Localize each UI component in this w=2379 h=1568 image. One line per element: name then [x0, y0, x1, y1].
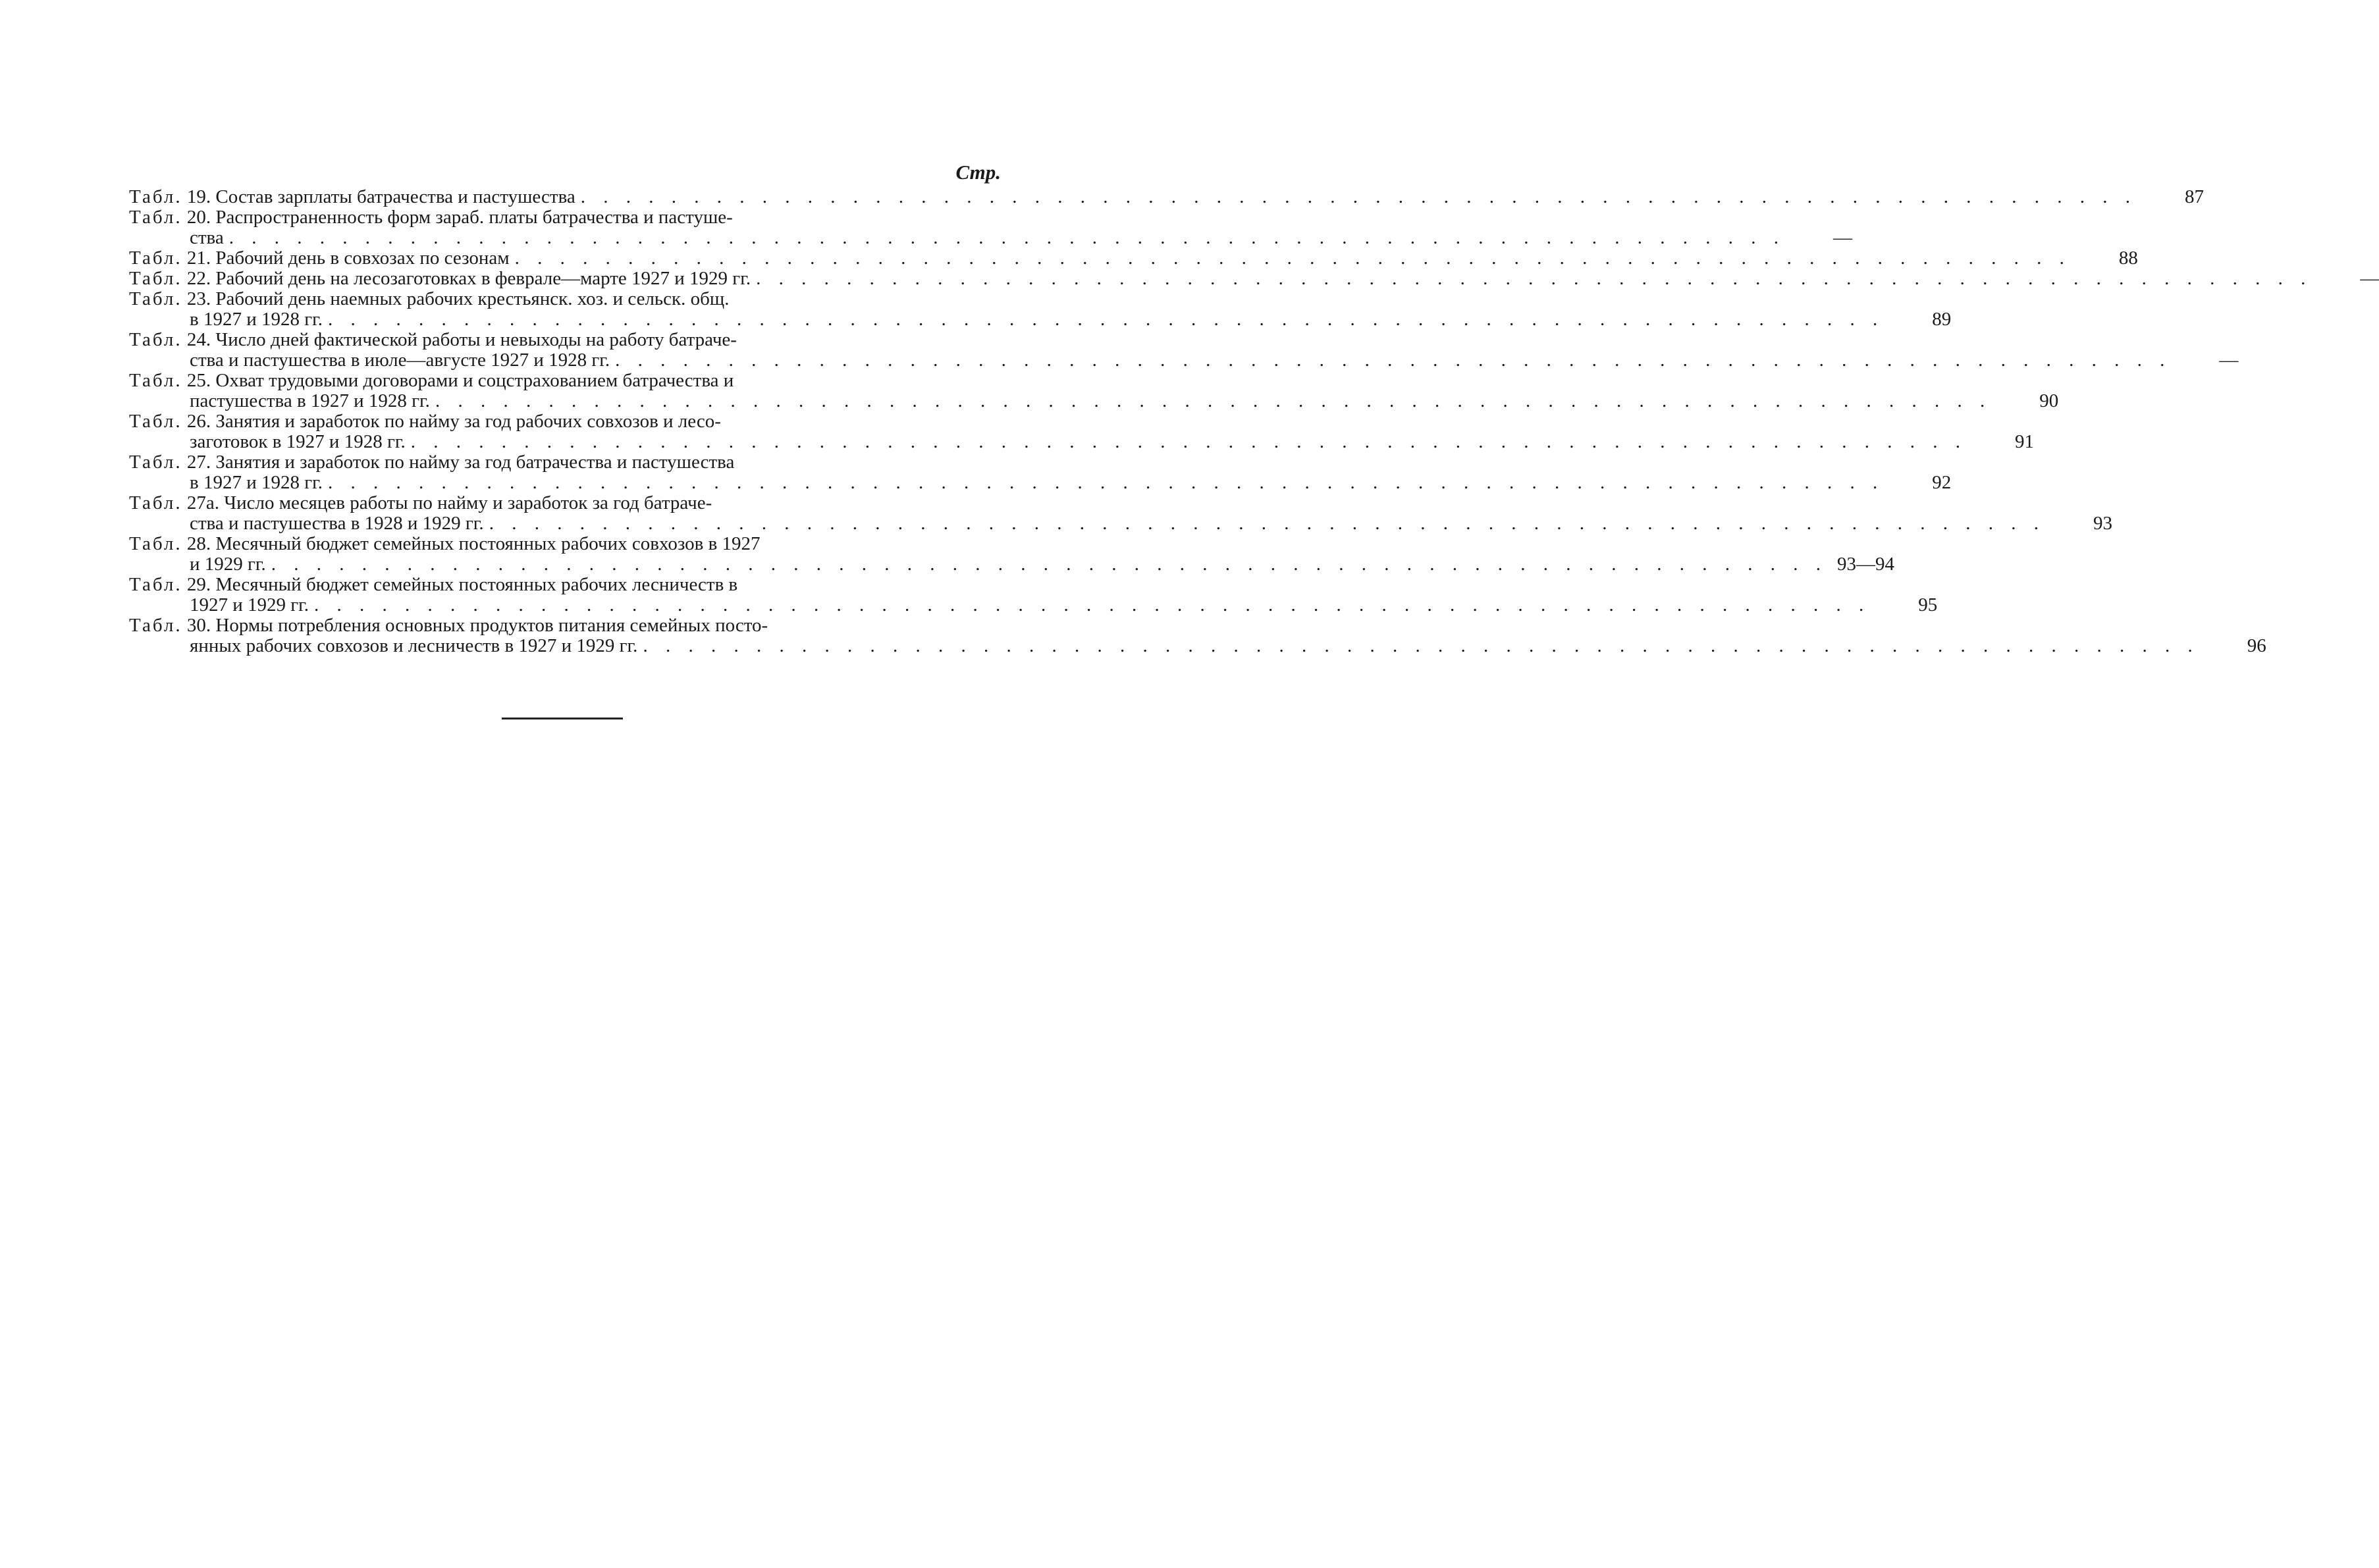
page-number: 92	[1932, 472, 1952, 493]
toc-entry-first-line	[129, 411, 1001, 432]
dot-leader: . . . . . . . . . . . . . . . . . . . . . . . . . . . . . . . . . . . . . . . . . . . . . . . . . . . . . . . . . . . . . . . . . . . . .	[271, 554, 1828, 575]
toc-entry-first-line	[129, 615, 1001, 636]
section-divider	[502, 718, 623, 719]
dot-leader: . . . . . . . . . . . . . . . . . . . . . . . . . . . . . . . . . . . . . . . . . . . . . . . . . . . . . . . . . . . . . . . . . . . . .	[410, 431, 1967, 452]
table-number: 27.	[182, 452, 216, 473]
table-number: 26.	[182, 411, 216, 432]
toc-entry	[129, 329, 2239, 371]
table-label: Табл.	[129, 370, 182, 391]
entry-title-text: Рабочий день наемных рабочих крестьянск. хоз. и сельск. общ.	[215, 288, 730, 309]
entry-title-text: Состав зарплаты батрачества и пастушества	[215, 186, 575, 207]
toc-entry-continuation	[129, 227, 1852, 248]
table-number: 21.	[182, 248, 216, 269]
entry-title-text: 1927 и 1929 гг.	[190, 594, 309, 615]
table-label: Табл.	[129, 207, 182, 228]
dot-leader: . . . . . . . . . . . . . . . . . . . . . . . . . . . . . . . . . . . . . . . . . . . . . . . . . . . . . . . . . . . . . . . . . . . . .	[327, 472, 1884, 493]
table-label: Табл.	[129, 533, 182, 554]
table-number: 28.	[182, 533, 216, 554]
entry-title-text: пастушества в 1927 и 1928 гг.	[190, 390, 430, 411]
table-label: Табл.	[129, 492, 182, 513]
entry-title-text: Число дней фактической работы и невыходы на работу батраче-	[215, 329, 737, 350]
toc-entry-continuation	[129, 431, 2034, 452]
table-number: 23.	[182, 288, 216, 309]
entry-title-text: заготовок в 1927 и 1928 гг.	[190, 431, 406, 452]
entry-title-text: Занятия и заработок по найму за год батрачества и пастушества	[215, 452, 735, 473]
toc-entry-first-line	[129, 186, 2204, 207]
entry-title-text: Месячный бюджет семейных постоянных рабочих совхозов в 1927	[215, 533, 761, 554]
toc-entry-first-line	[129, 207, 1001, 228]
entry-title-text: Месячный бюджет семейных постоянных рабочих лесничеств в	[215, 574, 738, 595]
toc-entry-continuation	[129, 309, 1952, 330]
page-number: 90	[2039, 390, 2059, 411]
page-number: 93—94	[1837, 554, 1895, 575]
page-number: 89	[1932, 309, 1952, 330]
toc-entry	[129, 288, 1952, 330]
table-number: 20.	[182, 207, 216, 228]
toc-entry-continuation	[129, 472, 1952, 493]
toc-entries	[129, 186, 2379, 656]
toc-entry-continuation	[129, 554, 1895, 575]
toc-entry-first-line	[129, 452, 1001, 473]
toc-entry	[129, 615, 2266, 656]
dot-leader: . . . . . . . . . . . . . . . . . . . . . . . . . . . . . . . . . . . . . . . . . . . . . . . . . . . . . . . . . . . . . . . . . . . . .	[580, 186, 2137, 207]
toc-entry-first-line	[129, 330, 1001, 350]
dot-leader: . . . . . . . . . . . . . . . . . . . . . . . . . . . . . . . . . . . . . . . . . . . . . . . . . . . . . . . . . . . . . . . . . . . . .	[514, 248, 2071, 269]
entry-title-text: в 1927 и 1928 гг.	[190, 472, 323, 493]
entry-title-text: ства и пастушества в июле—августе 1927 и 1928 гг.	[190, 350, 610, 371]
dot-leader: . . . . . . . . . . . . . . . . . . . . . . . . . . . . . . . . . . . . . . . . . . . . . . . . . . . . . . . . . . . . . . . . . . . . .	[228, 227, 1785, 248]
entry-title-text: янных рабочих совхозов и лесничеств в 1927 и 1929 гг.	[190, 635, 638, 656]
dot-leader: . . . . . . . . . . . . . . . . . . . . . . . . . . . . . . . . . . . . . . . . . . . . . . . . . . . . . . . . . . . . . . . . . . . . .	[615, 350, 2172, 371]
table-of-contents	[129, 158, 2379, 656]
toc-entry	[129, 411, 2034, 452]
table-label: Табл.	[129, 615, 182, 636]
entry-title-text: и 1929 гг.	[190, 554, 266, 575]
toc-entry	[129, 207, 1852, 248]
entry-title-text: Нормы потребления основных продуктов питания семейных посто-	[215, 615, 768, 636]
entry-title-text: Занятия и заработок по найму за год рабочих совхозов и лесо-	[215, 411, 721, 432]
table-label: Табл.	[129, 411, 182, 432]
toc-entry	[129, 248, 2138, 269]
table-number: 19.	[182, 186, 216, 207]
table-label: Табл.	[129, 288, 182, 309]
page-number: 91	[2014, 431, 2034, 452]
toc-entry	[129, 492, 2112, 534]
toc-entry-continuation	[129, 350, 2239, 371]
dot-leader: . . . . . . . . . . . . . . . . . . . . . . . . . . . . . . . . . . . . . . . . . . . . . . . . . . . . . . . . . . . . . . . . . . . . .	[327, 309, 1884, 330]
toc-entry-first-line	[129, 575, 1001, 595]
entry-title-text: Рабочий день в совхозах по сезонам	[215, 248, 510, 269]
page-number: —	[1832, 227, 1852, 248]
entry-title-text: в 1927 и 1928 гг.	[190, 309, 323, 330]
page-number: —	[2360, 268, 2379, 289]
toc-entry-continuation	[129, 635, 2266, 656]
dot-leader: . . . . . . . . . . . . . . . . . . . . . . . . . . . . . . . . . . . . . . . . . . . . . . . . . . . . . . . . . . . . . . . . . . . . .	[643, 635, 2199, 656]
table-label: Табл.	[129, 268, 182, 289]
toc-entry-first-line	[129, 248, 2138, 269]
dot-leader: . . . . . . . . . . . . . . . . . . . . . . . . . . . . . . . . . . . . . . . . . . . . . . . . . . . . . . . . . . . . . . . . . . . . .	[489, 513, 2045, 534]
toc-entry-first-line	[129, 268, 2379, 289]
page-number: —	[2219, 350, 2239, 371]
toc-entry-continuation	[129, 594, 1938, 615]
toc-entry-continuation	[129, 513, 2112, 534]
page-number: 93	[2093, 513, 2112, 534]
entry-title-text: Распространенность форм зараб. платы батрачества и пастуше-	[215, 207, 733, 228]
toc-entry	[129, 574, 1938, 615]
entry-title-text: Рабочий день на лесозаготовках в феврале—марте 1927 и 1929 гг.	[215, 268, 751, 289]
table-number: 27а.	[182, 492, 225, 513]
toc-entry	[129, 533, 1895, 575]
toc-entry-first-line	[129, 371, 1001, 391]
toc-entry	[129, 370, 2059, 411]
page-number: 95	[1918, 594, 1938, 615]
toc-entry	[129, 186, 2204, 207]
page-number: 96	[2247, 635, 2266, 656]
entry-title-text: ства	[190, 227, 224, 248]
entry-title-text: Охват трудовыми договорами и соцстрахованием батрачества и	[215, 370, 734, 391]
toc-entry-first-line	[129, 493, 1001, 513]
toc-entry-first-line	[129, 289, 1001, 309]
page-column-header: Стр.	[955, 161, 1001, 184]
dot-leader: . . . . . . . . . . . . . . . . . . . . . . . . . . . . . . . . . . . . . . . . . . . . . . . . . . . . . . . . . . . . . . . . . . . . .	[314, 594, 1871, 615]
dot-leader: . . . . . . . . . . . . . . . . . . . . . . . . . . . . . . . . . . . . . . . . . . . . . . . . . . . . . . . . . . . . . . . . . . . . .	[756, 268, 2312, 289]
toc-entry-first-line	[129, 534, 1001, 554]
table-number: 24.	[182, 329, 216, 350]
toc-entry	[129, 268, 2379, 289]
table-number: 30.	[182, 615, 216, 636]
dot-leader: . . . . . . . . . . . . . . . . . . . . . . . . . . . . . . . . . . . . . . . . . . . . . . . . . . . . . . . . . . . . . . . . . . . . .	[435, 390, 1992, 411]
toc-entry	[129, 452, 1952, 493]
page-number: 88	[2118, 248, 2138, 269]
table-label: Табл.	[129, 452, 182, 473]
entry-title-text: ства и пастушества в 1928 и 1929 гг.	[190, 513, 484, 534]
table-label: Табл.	[129, 329, 182, 350]
toc-entry-continuation	[129, 390, 2059, 411]
table-label: Табл.	[129, 186, 182, 207]
table-number: 25.	[182, 370, 216, 391]
entry-title-text: Число месяцев работы по найму и заработок за год батраче-	[224, 492, 712, 513]
page-number: 87	[2185, 186, 2204, 207]
table-label: Табл.	[129, 574, 182, 595]
table-label: Табл.	[129, 248, 182, 269]
table-number: 29.	[182, 574, 216, 595]
table-number: 22.	[182, 268, 216, 289]
